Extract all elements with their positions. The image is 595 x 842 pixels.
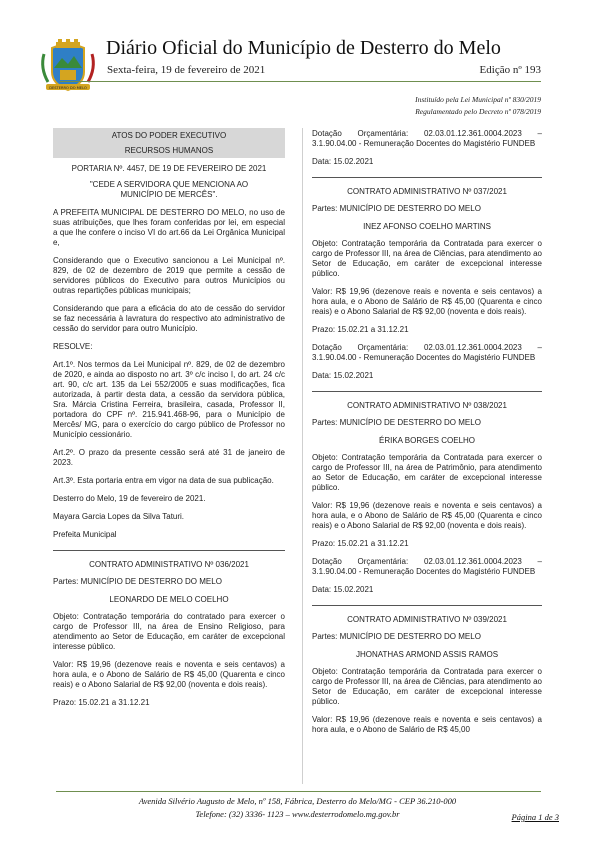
contract-divider <box>53 550 285 551</box>
contract-037-title: CONTRATO ADMINISTRATIVO Nº 037/2021 <box>347 187 507 196</box>
contract-037-data: Data: 15.02.2021 <box>312 371 374 380</box>
contract-divider <box>312 177 542 178</box>
contract-037-dotacao: Dotação Orçamentária: 02.03.01.12.361.0004.2023 – 3.1.90.04.00 - Remuneração Docentes do Magistério FUNDEB <box>312 343 542 362</box>
contract-039-title: CONTRATO ADMINISTRATIVO Nº 039/2021 <box>347 615 507 624</box>
article-1: Art.1º. Nos termos da Lei Municipal nº. 829, de 02 de dezembro de 2020, e ainda ao disposto no art. 3º c/c inciso I, do art. 24 c/c art. 90, c/c art. 135 da Lei 552/2005 e suas modificações, fica autorizada, à partir desta data, a cessão da servidora pública, Sra. Márcia Cristina Ferreira, brasileira, casada, Professor II, portadora do CPF nº. 215.941.468-96, para o Município de Mercês/ MG, para o exercício do cargo público de Professor no Município cessionário. <box>53 360 285 439</box>
right-column <box>312 129 542 743</box>
crest-banner: DESTERRO DO MELO <box>49 86 87 90</box>
contract-037-objeto: Objeto: Contratação temporária da Contratada para exercer o cargo de Professor III, na área de Ciências, para atendimento ao Setor de Educação, em caráter de excepcional interesse público. <box>312 239 542 278</box>
contract-036-prazo: Prazo: 15.02.21 a 31.12.21 <box>53 698 150 707</box>
considerando-1: Considerando que o Executivo sancionou a Lei Municipal nº. 829, de 02 de dezembro de 2019 que permite a cessão de servidores públicos do Executivo para outros Municípios ou outras repartições públicas municipais; <box>53 256 285 295</box>
signer-role: Prefeita Municipal <box>53 530 117 539</box>
contract-036-objeto: Objeto: Contratação temporária do contratado para exercer o cargo de Professor III, na área de Ensino Religioso, para atendimento ao Setor de Educação, em caráter de excepcional interesse público. <box>53 612 285 651</box>
legal-basis <box>415 94 541 118</box>
section-header-hr: RECURSOS HUMANOS <box>53 143 285 158</box>
law-line-2: Regulamentado pelo Decreto nº 078/2019 <box>415 107 541 116</box>
contract-036-valor: Valor: R$ 19,96 (dezenove reais e noventa e seis centavos) a hora aula, e o Abono de Salário de R$ 45,00 (Quarenta e cinco reais) e o Abono Salarial de R$ 92,00 (noventa e dois reais). <box>53 660 285 689</box>
contract-038-title: CONTRATO ADMINISTRATIVO Nº 038/2021 <box>347 401 507 410</box>
contract-038-prazo: Prazo: 15.02.21 a 31.12.21 <box>312 539 409 548</box>
place-date: Desterro do Melo, 19 de fevereiro de 2021. <box>53 494 206 503</box>
signer-name: Mayara Garcia Lopes da Silva Taturi. <box>53 512 185 521</box>
contract-039-parties: Partes: MUNICÍPIO DE DESTERRO DO MELO <box>312 632 481 641</box>
contract-039-valor: Valor: R$ 19,96 (dezenove reais e noventa e seis centavos) a hora aula, e o Abono de Salário de R$ 45,00 <box>312 715 542 734</box>
resolve-label: RESOLVE: <box>53 342 93 351</box>
contract-divider <box>312 391 542 392</box>
contract-038-name: ÉRIKA BORGES COELHO <box>378 436 476 445</box>
issue-date: Sexta-feira, 19 de fevereiro de 2021 <box>107 64 266 76</box>
considerando-2: Considerando que para a eficácia do ato de cessão do servidor se faz necessária à lavratura do respectivo ato administrativo de cessão do servidor para outro Município. <box>53 304 285 333</box>
contract-036-title: CONTRATO ADMINISTRATIVO Nº 036/2021 <box>89 560 249 569</box>
law-line-1: Instituído pela Lei Municipal nº 830/2019 <box>415 95 541 104</box>
contract-037-name: INEZ AFONSO COELHO MARTINS <box>363 222 491 231</box>
contract-divider <box>312 605 542 606</box>
gazette-title: Diário Oficial do Município de Desterro do Melo <box>106 37 501 59</box>
portaria-ementa: "CEDE A SERVIDORA QUE MENCIONA AO MUNICÍPIO DE MERCÊS". <box>89 180 249 199</box>
footer-divider <box>56 791 541 792</box>
edition-number: Edição nº 193 <box>479 64 541 76</box>
portaria-title: PORTARIA Nº. 4457, DE 19 DE FEVEREIRO DE 2021 <box>71 164 267 173</box>
left-column <box>53 128 285 716</box>
contract-039-name: JHONATHAS ARMOND ASSIS RAMOS <box>355 650 499 659</box>
header-divider <box>60 81 541 82</box>
contract-037-valor: Valor: R$ 19,96 (dezenove reais e noventa e seis centavos) a hora aula, e o Abono de Salário de R$ 45,00 (Quarenta e cinco reais) e o Abono Salarial de R$ 92,00 (noventa e dois reais). <box>312 287 542 316</box>
section-header-executive: ATOS DO PODER EXECUTIVO <box>53 128 285 143</box>
contract-037-parties: Partes: MUNICÍPIO DE DESTERRO DO MELO <box>312 204 481 213</box>
contract-036-data: Data: 15.02.2021 <box>312 157 374 166</box>
contract-036-dotacao: Dotação Orçamentária: 02.03.01.12.361.0004.2023 – 3.1.90.04.00 - Remuneração Docentes do Magistério FUNDEB <box>312 129 542 148</box>
page-number: Página 1 de 3 <box>511 812 559 822</box>
municipal-crest-icon <box>38 38 98 94</box>
preamble: A PREFEITA MUNICIPAL DE DESTERRO DO MELO, no uso de suas atribuições, que lhes foram conferidas por lei, em especial a que lhe confere o inciso VI do art.66 da Lei Orgânica Municipal e, <box>53 208 285 247</box>
contract-038-parties: Partes: MUNICÍPIO DE DESTERRO DO MELO <box>312 418 481 427</box>
contract-037-prazo: Prazo: 15.02.21 a 31.12.21 <box>312 325 409 334</box>
contract-038-objeto: Objeto: Contratação temporária da Contratada para exercer o cargo de Professor III, na área de Patrimônio, para atendimento ao Setor de Educação, em caráter de excepcional interesse público. <box>312 453 542 492</box>
article-3: Art.3º. Esta portaria entra em vigor na data de sua publicação. <box>53 476 274 485</box>
column-separator <box>302 128 303 784</box>
contract-038-dotacao: Dotação Orçamentária: 02.03.01.12.361.0004.2023 – 3.1.90.04.00 - Remuneração Docentes do Magistério FUNDEB <box>312 557 542 576</box>
footer-contact: Telefone: (32) 3336- 1123 – www.desterrodomelo.mg.gov.br <box>195 809 400 819</box>
contract-039-objeto: Objeto: Contratação temporária da Contratada para exercer o cargo de Professor III, na área de Ciências, para atendimento ao Setor de Educação, em caráter de excepcional interesse público. <box>312 667 542 706</box>
contract-038-valor: Valor: R$ 19,96 (dezenove reais e noventa e seis centavos) a hora aula, e o Abono de Salário de R$ 45,00 (Quarenta e cinco reais) e o Abono Salarial de R$ 92,00 (noventa e dois reais). <box>312 501 542 530</box>
contract-038-data: Data: 15.02.2021 <box>312 585 374 594</box>
contract-036-parties: Partes: MUNICÍPIO DE DESTERRO DO MELO <box>53 577 222 586</box>
contract-036-name: LEONARDO DE MELO COELHO <box>109 595 229 604</box>
footer-address: Avenida Silvério Augusto de Melo, nº 158, Fábrica, Desterro do Melo/MG - CEP 36.210-000 <box>138 796 457 806</box>
article-2: Art.2º. O prazo da presente cessão será até 31 de janeiro de 2023. <box>53 448 285 467</box>
